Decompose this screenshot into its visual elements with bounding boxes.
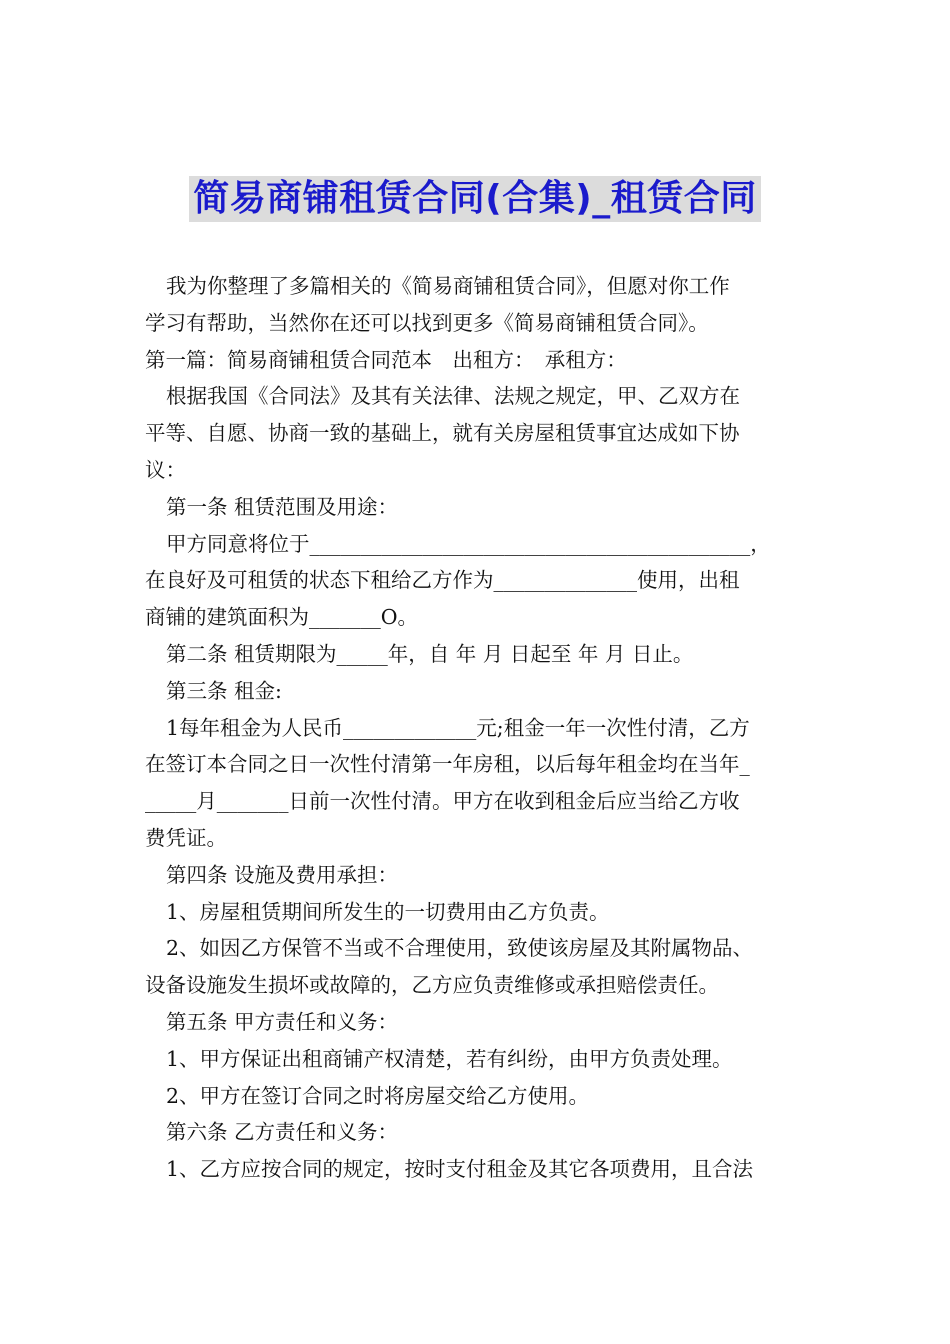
paragraph-line: 商铺的建筑面积为_______O。	[145, 605, 419, 630]
paragraph-line: 在良好及可租赁的状态下租给乙方作为______________使用，出租	[145, 568, 740, 593]
paragraph-line: 费凭证。	[145, 825, 227, 850]
paragraph-line: 设备设施发生损坏或故障的，乙方应负责维修或承担赔偿责任。	[145, 973, 719, 998]
list-item: 2、甲方在签订合同之时将房屋交给乙方使用。	[166, 1083, 590, 1108]
article-heading: 第一条 租赁范围及用途：	[166, 494, 399, 519]
document-title: 简易商铺租赁合同(合集)_租赁合同	[189, 176, 760, 222]
list-item: 1、乙方应按合同的规定，按时支付租金及其它各项费用，且合法	[166, 1157, 754, 1182]
section-heading: 第一篇：简易商铺租赁合同范本 出租方： 承租方：	[145, 347, 627, 372]
paragraph-line: 我为你整理了多篇相关的《简易商铺租赁合同》，但愿对你工作	[166, 274, 730, 298]
paragraph-line: 平等、自愿、协商一致的基础上，就有关房屋租赁事宜达成如下协	[145, 421, 740, 446]
paragraph-line: 学习有帮助，当然你在还可以找到更多《简易商铺租赁合同》。	[145, 310, 709, 335]
list-item: 2、如因乙方保管不当或不合理使用，致使该房屋及其附属物品、	[166, 936, 754, 961]
article-heading: 第二条 租赁期限为_____年，自 年 月 日起至 年 月 日止。	[166, 641, 694, 666]
paragraph-line: 根据我国《合同法》及其有关法律、法规之规定，甲、乙双方在	[166, 384, 740, 409]
list-item: 1、甲方保证出租商铺产权清楚，若有纠纷，由甲方负责处理。	[166, 1046, 733, 1071]
paragraph-line: _____月_______日前一次性付清。甲方在收到租金后应当给乙方收	[145, 789, 740, 814]
paragraph-line: 1每年租金为人民币_____________元;租金一年一次性付清，乙方	[166, 715, 750, 740]
paragraph-line: 甲方同意将位于___________________________________________，	[166, 531, 771, 556]
paragraph-line: 议：	[145, 457, 186, 482]
article-heading: 第四条 设施及费用承担：	[166, 862, 399, 887]
title-container	[0, 176, 950, 222]
document-body	[145, 268, 811, 1188]
article-heading: 第五条 甲方责任和义务：	[166, 1009, 399, 1034]
article-heading: 第三条 租金:	[166, 678, 282, 703]
paragraph-line: 在签订本合同之日一次性付清第一年房租，以后每年租金均在当年_	[145, 752, 750, 777]
article-heading: 第六条 乙方责任和义务：	[166, 1120, 399, 1145]
list-item: 1、房屋租赁期间所发生的一切费用由乙方负责。	[166, 899, 610, 924]
